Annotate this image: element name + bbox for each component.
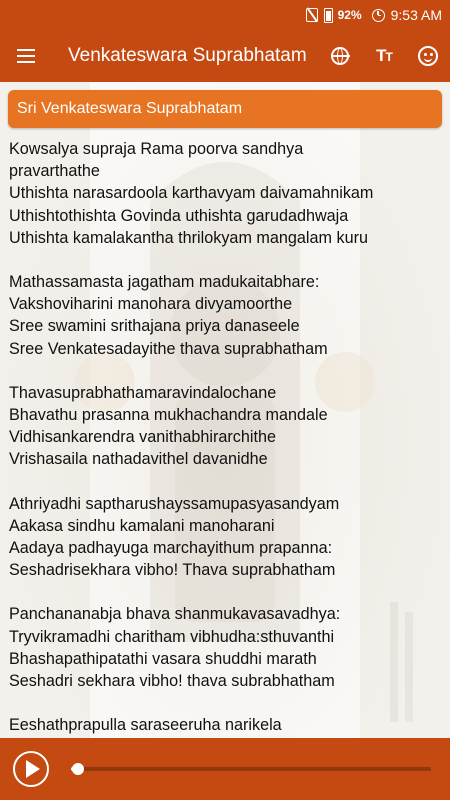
verse-stanza	[9, 138, 442, 249]
verse-line: Sree swamini srithajana priya danaseele	[9, 317, 300, 336]
globe-icon	[331, 47, 349, 65]
verse-line: Tryvikramadhi charitham vibhudha:sthuvanthi	[9, 627, 335, 646]
battery-percent: 92%	[337, 8, 362, 22]
verse-line: Vidhisankarendra vanithabhirarchithe	[9, 428, 276, 447]
seek-thumb[interactable]	[72, 763, 84, 775]
verse-line: Thavasuprabhathamaravindalochane	[9, 383, 277, 402]
verse-stanza	[9, 493, 442, 582]
clock-icon	[372, 9, 385, 22]
verse-line: Uthishta narasardoola karthavyam daivamahnikam	[9, 184, 374, 203]
audio-player	[0, 738, 450, 800]
section-title: Sri Venkateswara Suprabhatam	[8, 90, 442, 128]
seek-bar[interactable]	[71, 767, 431, 771]
lyrics-content[interactable]	[0, 82, 450, 738]
play-icon[interactable]	[13, 751, 49, 787]
verse-line: Athriyadhi saptharushayssamupasyasandyam	[9, 494, 340, 513]
verse-stanza	[9, 714, 442, 736]
verse-line: Bhavathu prasanna mukhachandra mandale	[9, 406, 328, 425]
verse-line: Seshadrisekhara vibho! Thava suprabhatham	[9, 561, 336, 580]
verse-line: Uthishta kamalakantha thrilokyam mangalam kuru	[9, 228, 368, 247]
battery-icon	[324, 8, 333, 23]
verse-line: Vakshoviharini manohara divyamoorthe	[9, 295, 293, 314]
verse-stanza	[9, 603, 442, 692]
verse-stanza	[9, 382, 442, 471]
verse-line: pravarthathe	[9, 162, 100, 181]
verse-line: Mathassamasta jagatham madukaitabhare:	[9, 273, 320, 292]
verse-line: Aadaya padhayuga marchayithum prapanna:	[9, 539, 333, 558]
language-button[interactable]	[318, 30, 362, 82]
verse-line: Aakasa sindhu kamalani manoharani	[9, 516, 275, 535]
verse-line: Uthishtothishta Govinda uthishta garudadhwaja	[9, 206, 349, 225]
text-size-button[interactable]	[362, 30, 406, 82]
no-sim-icon	[306, 8, 318, 22]
verse-line: Eeshathprapulla saraseeruha narikela	[9, 716, 282, 735]
verse-line: Panchananabja bhava shanmukavasavadhya:	[9, 605, 341, 624]
app-title: Venkateswara Suprabhatam	[68, 45, 307, 66]
verse-line: Seshadri sekhara vibho! thava subrabhatham	[9, 672, 335, 691]
menu-icon[interactable]	[0, 30, 52, 82]
verse-stanza	[9, 271, 442, 360]
verse-line: Bhashapathipatathi vasara shuddhi marath	[9, 649, 317, 668]
smiley-icon	[418, 46, 438, 66]
app-bar	[0, 30, 450, 82]
status-time: 9:53 AM	[390, 7, 442, 23]
feedback-button[interactable]	[406, 30, 450, 82]
verses	[0, 128, 450, 736]
verse-line: Vrishasaila nathadavithel davanidhe	[9, 450, 268, 469]
status-bar	[0, 0, 450, 30]
text-size-icon: TT	[376, 46, 392, 65]
verse-line: Sree Venkatesadayithe thava suprabhatham	[9, 339, 328, 358]
verse-line: Kowsalya supraja Rama poorva sandhya	[9, 140, 304, 158]
